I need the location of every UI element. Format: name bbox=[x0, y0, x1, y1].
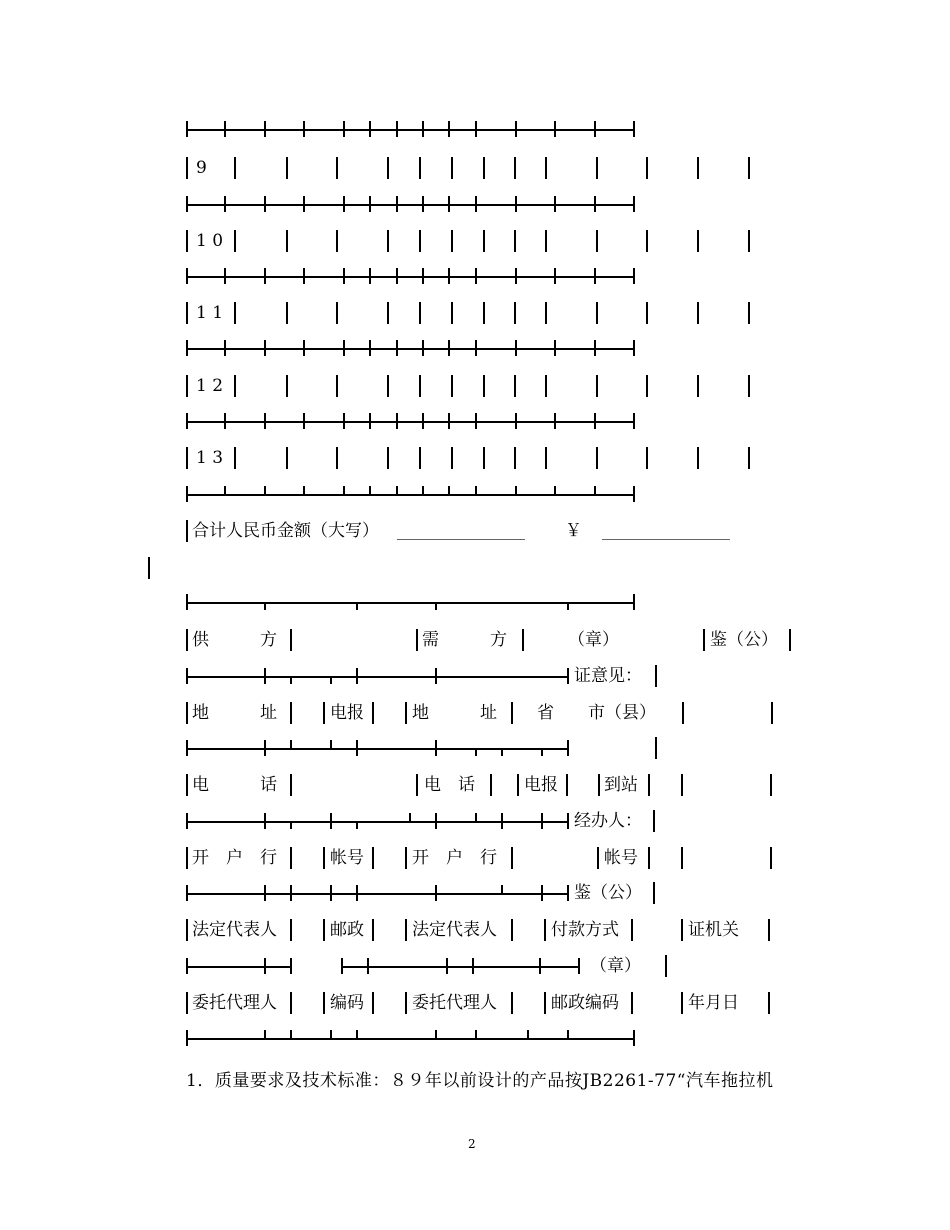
section-rule bbox=[186, 1038, 634, 1040]
notary-opinion-label: 证意见： bbox=[574, 666, 642, 686]
account-label: 帐号 bbox=[330, 848, 364, 868]
row-number: 1 3 bbox=[196, 448, 224, 468]
seal-label: （章） bbox=[568, 630, 619, 650]
seal2-label: （章） bbox=[590, 956, 641, 976]
section-rule bbox=[186, 676, 567, 678]
section-rule bbox=[186, 893, 567, 895]
notary-seal2-label: 鉴（公） bbox=[574, 883, 642, 903]
table-rule bbox=[186, 129, 634, 131]
province-city-label: 省 市（县） bbox=[537, 703, 656, 723]
table-rule bbox=[186, 494, 634, 496]
address2-label: 地 址 bbox=[412, 703, 497, 723]
notary-office-label: 证机关 bbox=[688, 920, 739, 940]
row-number: 9 bbox=[196, 158, 207, 178]
table-rule bbox=[186, 204, 634, 206]
row-number: 1 0 bbox=[196, 231, 224, 251]
address-label: 地 址 bbox=[192, 703, 277, 723]
agent2-label: 委托代理人 bbox=[412, 993, 497, 1013]
buyer-label: 需 方 bbox=[422, 630, 507, 650]
notary-seal-label: 鉴（公） bbox=[710, 630, 778, 650]
legal-rep2-label: 法定代表人 bbox=[412, 920, 497, 940]
date-label: 年月日 bbox=[688, 993, 739, 1013]
bank2-label: 开 户 行 bbox=[412, 848, 497, 868]
table-rule bbox=[186, 276, 634, 278]
supplier-label: 供 方 bbox=[192, 630, 277, 650]
bank-label: 开 户 行 bbox=[192, 848, 277, 868]
postcode-label: 编码 bbox=[330, 993, 364, 1013]
total-blank-amount: ________________ bbox=[602, 521, 730, 540]
row-number: 1 1 bbox=[196, 303, 224, 323]
legal-rep-label: 法定代表人 bbox=[192, 920, 277, 940]
handler-label: 经办人： bbox=[574, 811, 642, 831]
section-rule bbox=[186, 966, 290, 968]
telegram-label: 电报 bbox=[330, 703, 364, 723]
postcode2-label: 邮政编码 bbox=[551, 993, 619, 1013]
stray-bar bbox=[148, 557, 150, 579]
page-number: 2 bbox=[468, 1137, 476, 1151]
table-rule bbox=[186, 421, 634, 423]
arrival-station-label: 到站 bbox=[604, 775, 638, 795]
section-rule bbox=[341, 966, 578, 968]
account2-label: 帐号 bbox=[604, 848, 638, 868]
section-rule bbox=[186, 821, 567, 823]
section-rule bbox=[186, 748, 567, 750]
phone-label: 电 话 bbox=[192, 775, 277, 795]
yen-symbol: ￥ bbox=[565, 521, 582, 541]
table-rule bbox=[186, 348, 634, 350]
payment-method-label: 付款方式 bbox=[551, 920, 619, 940]
agent-label: 委托代理人 bbox=[192, 993, 277, 1013]
postal-label: 邮政 bbox=[330, 920, 364, 940]
total-label: 合计人民币金额（大写） bbox=[192, 521, 379, 541]
telegram2-label: 电报 bbox=[524, 775, 558, 795]
phone2-label: 电 话 bbox=[424, 775, 475, 795]
total-blank-uppercase: ________________ bbox=[397, 521, 525, 540]
quality-standard-clause: 1．质量要求及技术标准：８９年以前设计的产品按JB2261-77“汽车拖拉机 bbox=[186, 1071, 774, 1091]
row-number: 1 2 bbox=[196, 376, 224, 396]
